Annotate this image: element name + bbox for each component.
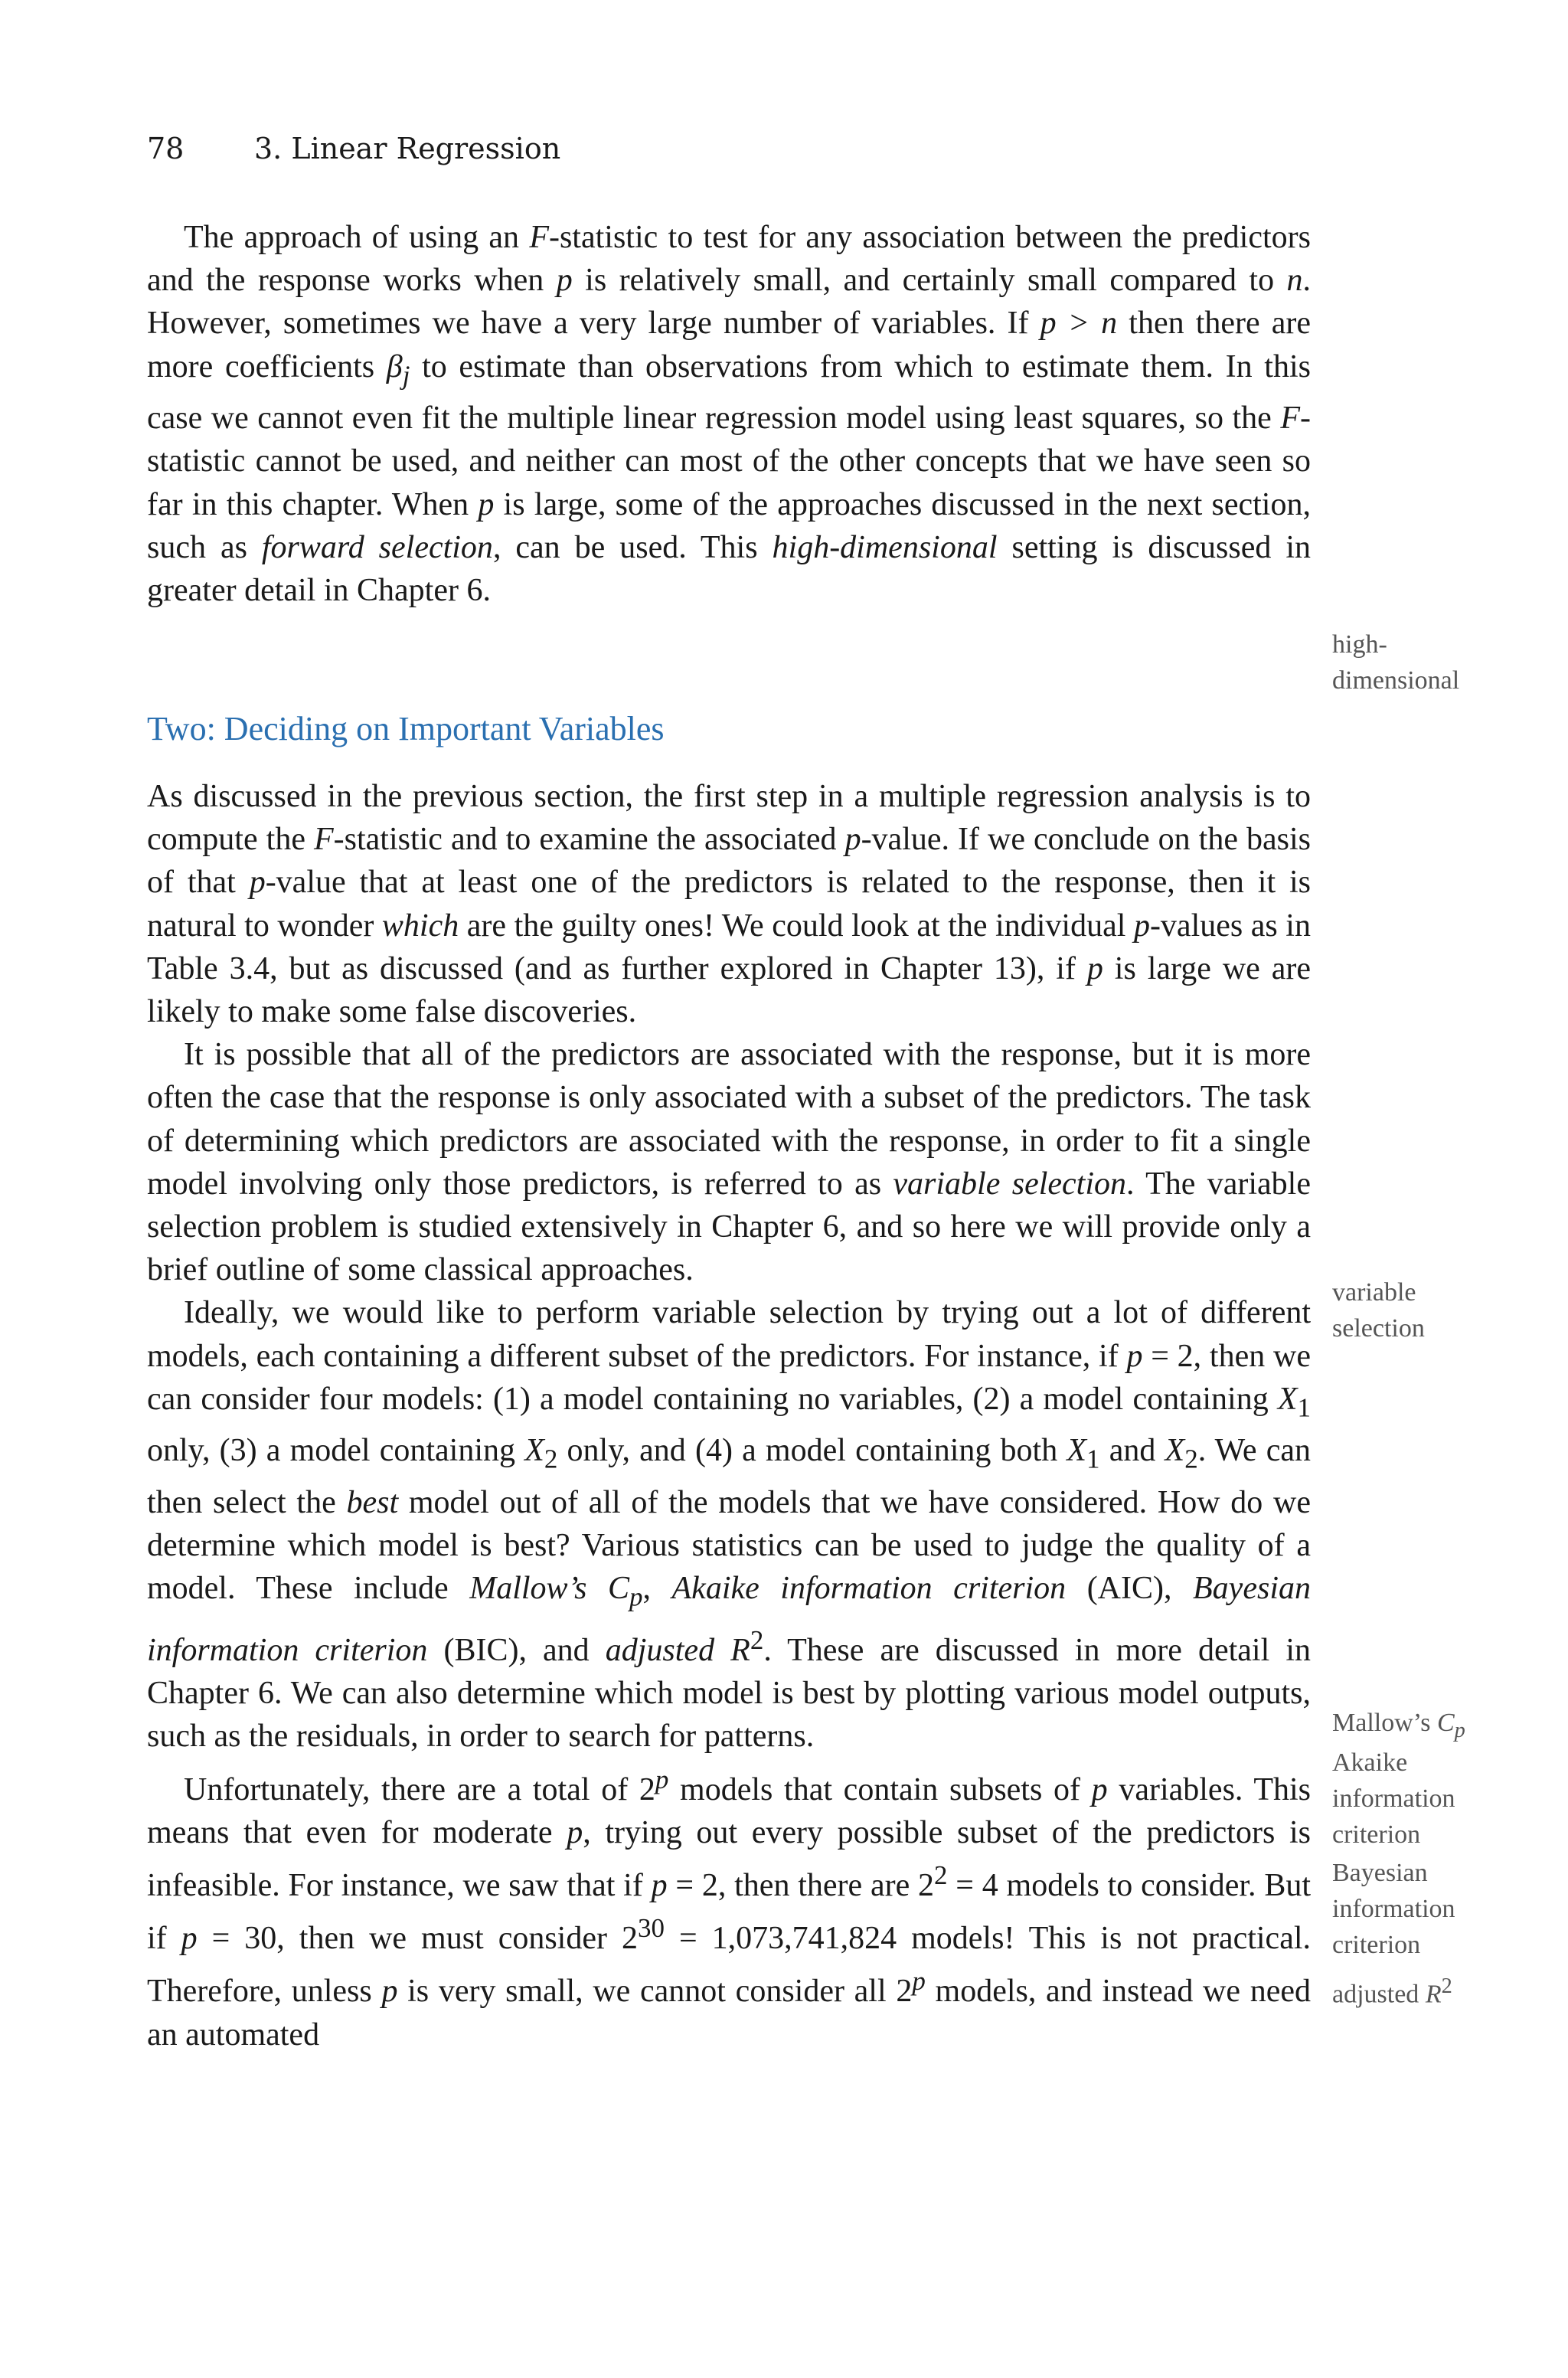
paragraph-3: It is possible that all of the predictors are associated with the response, but it is more often the case that the response is only associated with a subset of the predictors. The task of determining which predictors are associated with the response, in order to fit a single model involving only those predictors, is referred to as variable selection. The variable selection problem is studied extensively in Chapter 6, and so here we will provide only a brief outline of some classical approaches.: [147, 1037, 1311, 1288]
margin-note-adjusted-r2: adjusted $R^2$: [1332, 1974, 1452, 2009]
page-number: 78: [147, 132, 185, 165]
paragraph-2: As discussed in the previous section, the first step in a multiple regression analysis is to compute the F-statistic and to examine the associated p-value. If we conclude on the basis of that p-value that at least one of the predictors is related to the response, then it is natural to wonder which are the guilty ones! We could look at the individual p-values as in Table 3.4, but as discussed (and as further explored in Chapter 13), if p is large we are likely to make some false discoveries.: [147, 779, 1311, 1030]
margin-note-mallows-cp: Mallow’s $C_p$: [1332, 1709, 1465, 1742]
paragraph-4: Ideally, we would like to perform variable selection by trying out a lot of different models, each containing a different subset of the predictors. For instance, if p = 2, then we can consider four models: (1) a model containing no variables, (2) a model containing $X_1$ only, (3) a model containing $X_2$ only, and (4) a model containing both $X_1$ and $X_2$. We can then select the best model out of all of the models that we have considered. How do we determine which model is best? Various statistics can be used to judge the quality of a model. These include Mallow’s $C_p$, Akaike information criterion (AIC), Bayesian information criterion (BIC), and adjusted $R^2$. These are discussed in more detail in Chapter 6. We can also determine which model is best by plotting various model outputs, such as the residuals, in order to search for patterns.: [147, 1295, 1311, 1755]
margin-note-akaike: Akaike information criterion: [1332, 1748, 1455, 1849]
margin-note-variable-selection: variable selection: [1332, 1278, 1425, 1343]
section-body: [147, 775, 1311, 2056]
page-header: [147, 129, 560, 168]
term-forward-selection: forward selection: [261, 529, 493, 565]
margin-note-high-dimensional: high- dimensional: [1332, 630, 1460, 695]
margin-note-bayesian: Bayesian information criterion: [1332, 1859, 1455, 1959]
section-heading: Two: Deciding on Important Variables: [147, 710, 665, 747]
term-variable-selection: variable selection: [893, 1166, 1126, 1202]
paragraph-f-statistic: [147, 216, 1311, 612]
chapter-title: 3. Linear Regression: [254, 132, 561, 165]
term-high-dimensional: high-dimensional: [772, 529, 998, 565]
paragraph-5: Unfortunately, there are a total of 2$^p$ models that contain subsets of p variables. This means that even for moderate p, trying out every possible subset of the predictors is infeasible. For instance, we saw that if p = 2, then there are $2^2 = 4$ models to consider. But if p = 30, then we must consider $2^{30} = 1,073,741,824$ models! This is not practical. Therefore, unless p is very small, we cannot consider all 2$^p$ models, and instead we need an automated: [147, 1764, 1312, 2053]
paragraph-1: The approach of using an F-statistic to test for any association between the predictors and the response works when p is relatively small, and certainly small compared to n. However, sometimes we have a very large number of variables. If p > n then there are more coefficients $\beta_j$ to estimate than observations from which to estimate them. In this case we cannot even fit the multiple linear regression model using least squares, so the F-statistic cannot be used, and neither can most of the other concepts that we have seen so far in this chapter. When p is large, some of the approaches discussed in the next section, such as forward selection, can be used. This high-dimensional setting is discussed in greater detail in Chapter 6.: [147, 220, 1312, 609]
